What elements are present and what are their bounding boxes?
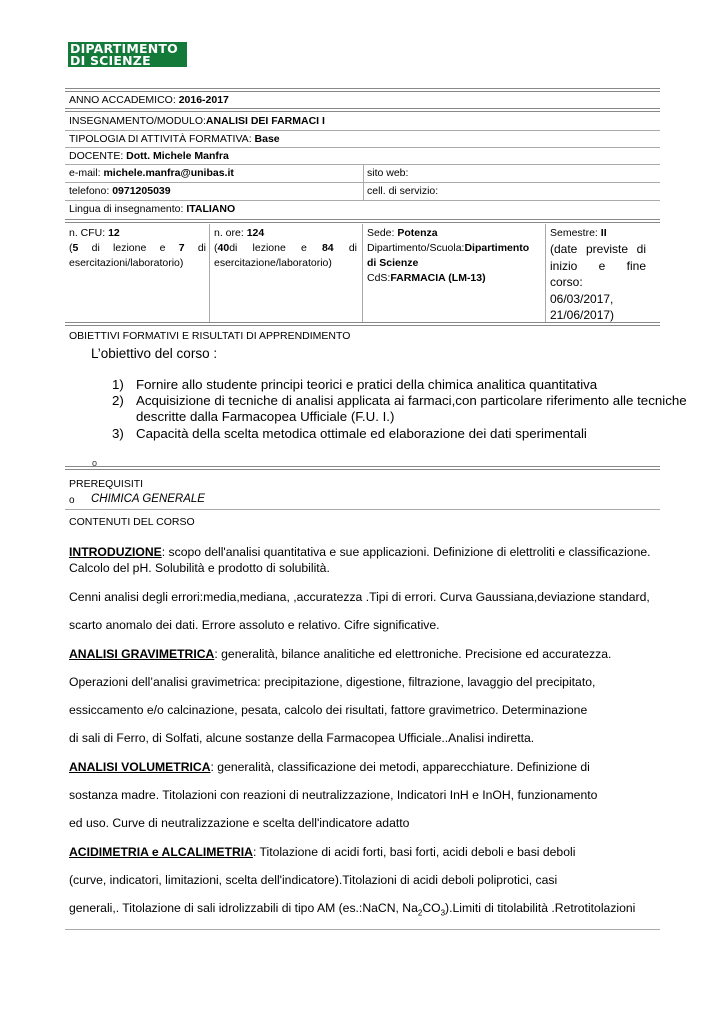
obiettivo-2: 2) Acquisizione di tecniche di analisi applicata ai farmaci,con particolare riferimento alle tecniche descritte dalla Farmacopea Ufficiale (F.U. I.) <box>112 393 687 424</box>
cfu-cell: n. CFU: 12 (5 di lezione e 7 di esercitazioni/laboratorio) <box>69 227 206 269</box>
cell-servizio: cell. di servizio: <box>367 185 439 197</box>
column-divider <box>545 224 546 322</box>
prerequisiti-bullet: o <box>69 495 75 506</box>
gravimetrica-line-4: di sali di Ferro, di Solfati, alcune sostanze della Farmacopea Ufficiale..Analisi indiretta. <box>69 731 535 745</box>
double-rule <box>65 219 660 223</box>
prerequisiti-item: CHIMICA GENERALE <box>91 493 205 505</box>
lingua: Lingua di insegnamento: ITALIANO <box>69 203 236 215</box>
gravimetrica-line-2: Operazioni dell’analisi gravimetrica: precipitazione, digestione, filtrazione, lavaggio del precipitato, <box>69 675 596 689</box>
column-divider <box>362 224 363 322</box>
gravimetrica-line-1: ANALISI GRAVIMETRICA: generalità, bilance analitiche ed elettroniche. Precisione ed accuratezza. <box>69 647 612 661</box>
obiettivi-heading: OBIETTIVI FORMATIVI E RISULTATI DI APPRENDIMENTO <box>69 330 351 342</box>
tipologia: TIPOLOGIA DI ATTIVITÀ FORMATIVA: Base <box>69 133 280 145</box>
rule <box>65 200 660 201</box>
acidimetria-line-3: generali,. Titolazione di sali idrolizzabili di tipo AM (es.:NaCN, $Na_2CO_3).Limiti$ di titolabilità .Retrotitolazioni <box>69 901 636 918</box>
prerequisiti-heading: PREREQUISITI <box>69 478 144 490</box>
insegnamento: INSEGNAMENTO/MODULO:ANALISI DEI FARMACI I <box>69 115 325 127</box>
acidimetria-line-2: (curve, indicatori, limitazioni, scelta dell'indicatore).Titolazioni di acidi deboli poliprotici, casi <box>69 873 558 887</box>
sito-web: sito web: <box>367 167 409 179</box>
introduzione-line-1: INTRODUZIONE: scopo dell'analisi quantitativa e sue applicazioni. Definizione di elettroliti e classificazione. <box>69 545 651 559</box>
double-rule <box>65 322 660 326</box>
obiettivi-intro: L’obiettivo del corso : <box>91 346 218 361</box>
logo-line-1: DIPARTIMENTO <box>70 41 178 56</box>
rule <box>65 929 660 930</box>
contenuti-heading: CONTENUTI DEL CORSO <box>69 516 195 528</box>
email: e-mail: michele.manfra@unibas.it <box>69 167 234 179</box>
double-rule <box>65 88 660 92</box>
introduzione-line-2: Calcolo del pH. Solubilità e prodotto di solubilità. <box>69 561 330 575</box>
acidimetria-line-1: ACIDIMETRIA e ALCALIMETRIA: Titolazione di acidi forti, basi forti, acidi deboli e basi deboli <box>69 845 576 859</box>
rule <box>65 147 660 148</box>
gravimetrica-line-3: essiccamento e/o calcinazione, pesata, calcolo dei risultati, fattore gravimetrico. Determinazione <box>69 703 588 717</box>
docente: DOCENTE: Dott. Michele Manfra <box>69 150 229 162</box>
double-rule <box>65 466 660 470</box>
volumetrica-line-1: ANALISI VOLUMETRICA: generalità, classificazione dei metodi, apparecchiature. Definizione di <box>69 760 590 774</box>
obiettivo-1: 1) Fornire allo studente principi teorici e pratici della chimica analitica quantitativa <box>112 377 598 392</box>
volumetrica-line-2: sostanza madre. Titolazioni con reazioni di neutralizzazione, Indicatori InH e InOH, funzionamento <box>69 788 598 802</box>
ore-cell: n. ore: 124 (40di lezione e 84 di esercitazione/laboratorio) <box>214 227 357 269</box>
column-divider <box>363 165 364 200</box>
errori-line-1: Cenni analisi degli errori:media,mediana, ,accuratezza .Tipi di errori. Curva Gaussiana,deviazione standard, <box>69 590 650 604</box>
rule <box>65 509 660 510</box>
telefono: telefono: 0971205039 <box>69 185 171 197</box>
volumetrica-line-3: ed uso. Curve di neutralizzazione e scelta dell'indicatore adatto <box>69 816 410 830</box>
double-rule <box>65 108 660 112</box>
anno-accademico: ANNO ACCADEMICO: 2016-2017 <box>69 94 229 106</box>
bullet-empty: o <box>92 458 98 468</box>
logo-line-2: DI SCIENZE <box>70 52 151 68</box>
rule <box>65 130 660 131</box>
obiettivo-3: 3) Capacità della scelta metodica ottimale ed elaborazione dei dati sperimentali <box>112 426 587 441</box>
errori-line-2: scarto anomalo dei dati. Errore assoluto e relativo. Cifre significative. <box>69 618 440 632</box>
semestre-cell: Semestre: II (date previste di inizio e fine corso: 06/03/2017, 21/06/2017) <box>550 227 646 322</box>
column-divider <box>209 224 210 322</box>
sede-cell: Sede: Potenza Dipartimento/Scuola:Dipartimento di Scienze CdS:FARMACIA (LM-13) <box>367 227 530 284</box>
department-logo <box>68 42 187 67</box>
